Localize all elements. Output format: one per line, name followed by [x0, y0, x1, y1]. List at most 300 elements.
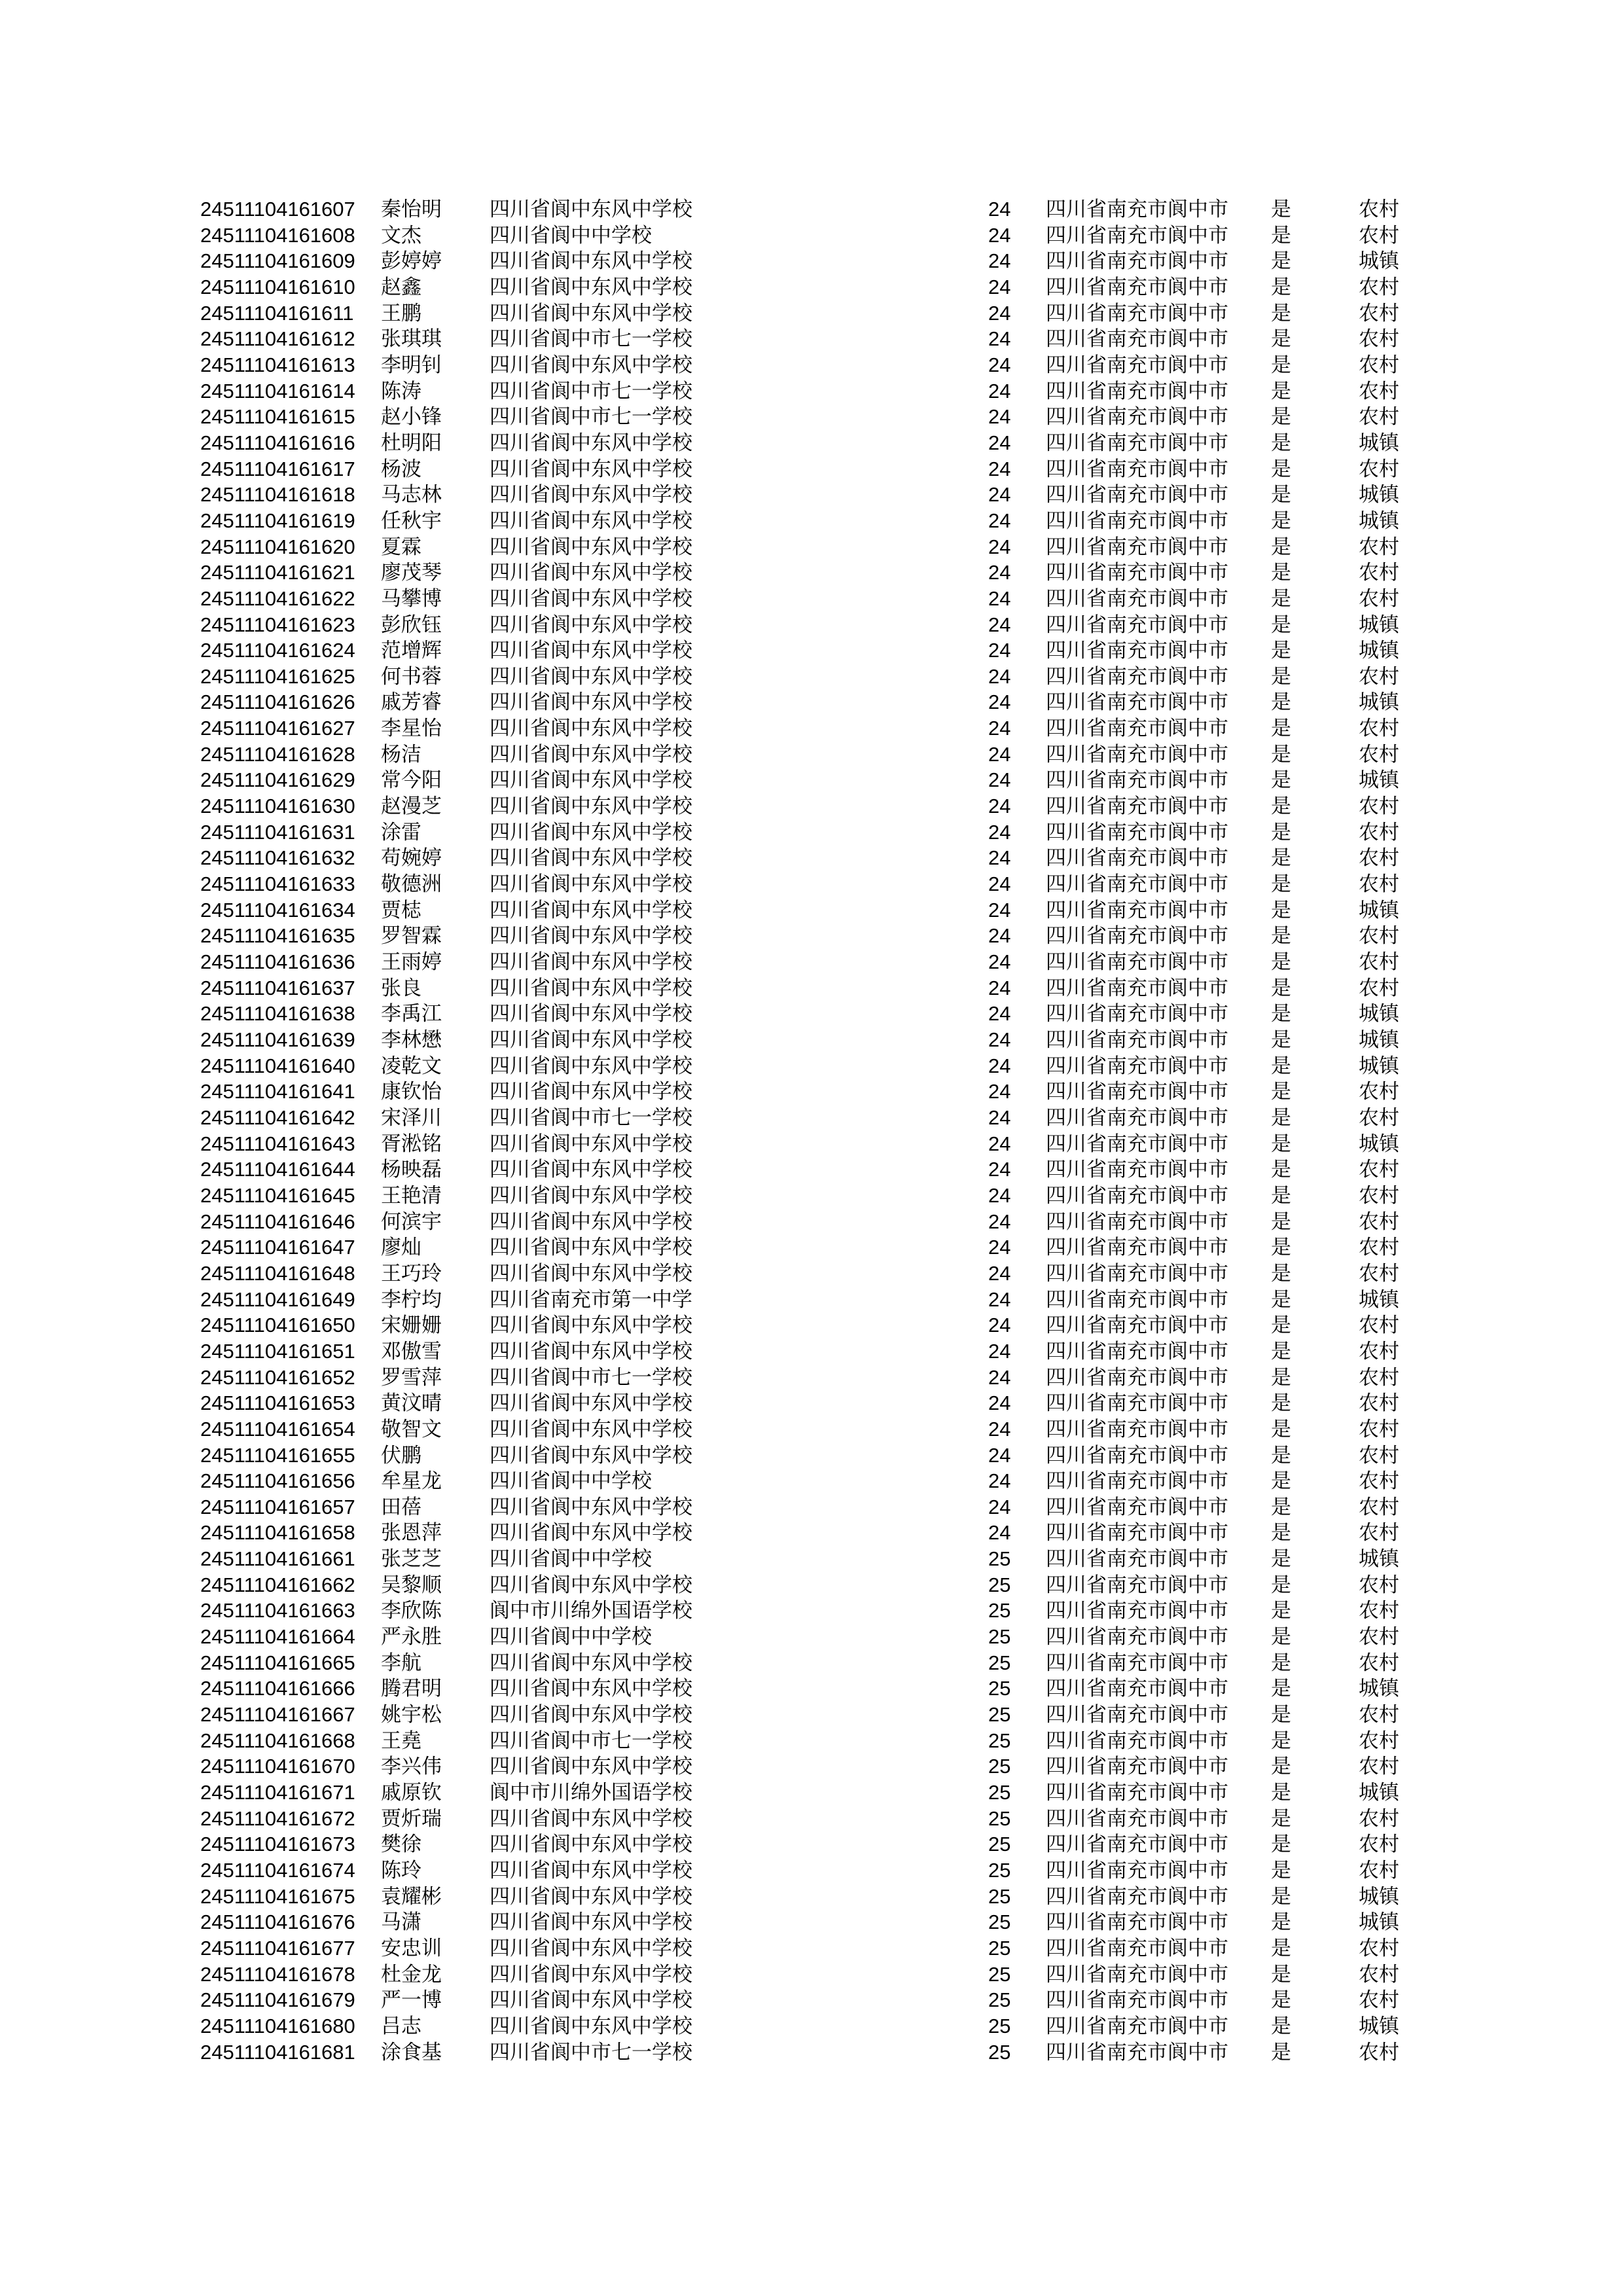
exam-id-cell: 24511104161652	[200, 1365, 355, 1389]
school-cell: 四川省阆中东风中学校	[490, 1132, 692, 1155]
exam-id-cell: 24511104161666	[200, 1677, 355, 1700]
region-cell: 四川省南充市阆中市	[1046, 586, 1228, 610]
exam-id-cell: 24511104161631	[200, 820, 355, 844]
residence-type-cell: 农村	[1359, 535, 1399, 558]
residence-type-cell: 农村	[1359, 1599, 1399, 1623]
age-cell: 24	[988, 1210, 1011, 1233]
school-cell: 四川省阆中东风中学校	[490, 1495, 692, 1518]
exam-id-cell: 24511104161628	[200, 742, 355, 766]
region-cell: 四川省南充市阆中市	[1046, 1859, 1228, 1882]
exam-id-cell: 24511104161655	[200, 1443, 355, 1467]
hukou-flag-cell: 是	[1271, 1210, 1291, 1233]
exam-id-cell: 24511104161633	[200, 872, 355, 896]
hukou-flag-cell: 是	[1271, 1287, 1291, 1311]
exam-id-cell: 24511104161658	[200, 1521, 355, 1545]
exam-id-cell: 24511104161625	[200, 664, 355, 688]
name-cell: 姚宇松	[381, 1703, 442, 1727]
school-cell: 四川省阆中东风中学校	[490, 820, 692, 844]
hukou-flag-cell: 是	[1271, 1573, 1291, 1596]
age-cell: 24	[988, 483, 1011, 507]
table-row	[200, 949, 1623, 975]
table-row	[200, 1857, 1623, 1884]
hukou-flag-cell: 是	[1271, 2014, 1291, 2037]
region-cell: 四川省南充市阆中市	[1046, 1625, 1228, 1649]
table-row	[200, 1209, 1623, 1235]
table-row	[200, 767, 1623, 793]
name-cell: 张琪琪	[381, 327, 442, 351]
name-cell: 涂食基	[381, 2040, 442, 2064]
school-cell: 四川省阆中东风中学校	[490, 1080, 692, 1103]
name-cell: 陈玲	[381, 1859, 421, 1882]
region-cell: 四川省南充市阆中市	[1046, 1236, 1228, 1259]
age-cell: 24	[988, 691, 1011, 714]
residence-type-cell: 农村	[1359, 223, 1399, 247]
exam-id-cell: 24511104161680	[200, 2014, 355, 2037]
age-cell: 24	[988, 742, 1011, 766]
residence-type-cell: 城镇	[1359, 691, 1399, 714]
table-row	[200, 1780, 1623, 1806]
name-cell: 杨映磊	[381, 1158, 442, 1181]
name-cell: 凌乾文	[381, 1054, 442, 1077]
age-cell: 24	[988, 509, 1011, 532]
table-row	[200, 871, 1623, 897]
residence-type-cell: 农村	[1359, 846, 1399, 870]
school-cell: 四川省阆中东风中学校	[490, 717, 692, 740]
exam-id-cell: 24511104161657	[200, 1495, 355, 1518]
age-cell: 24	[988, 846, 1011, 870]
age-cell: 24	[988, 1183, 1011, 1207]
school-cell: 四川省阆中东风中学校	[490, 613, 692, 636]
age-cell: 25	[988, 1599, 1011, 1623]
table-row	[200, 689, 1623, 715]
name-cell: 夏霖	[381, 535, 421, 558]
name-cell: 伏鹏	[381, 1443, 421, 1467]
table-row	[200, 274, 1623, 300]
name-cell: 常今阳	[381, 768, 442, 792]
hukou-flag-cell: 是	[1271, 639, 1291, 662]
region-cell: 四川省南充市阆中市	[1046, 457, 1228, 480]
table-row	[200, 456, 1623, 482]
exam-id-cell: 24511104161672	[200, 1806, 355, 1830]
age-cell: 24	[988, 198, 1011, 221]
exam-id-cell: 24511104161609	[200, 249, 355, 273]
school-cell: 四川省阆中东风中学校	[490, 1936, 692, 1960]
name-cell: 廖灿	[381, 1236, 421, 1259]
hukou-flag-cell: 是	[1271, 327, 1291, 351]
table-row	[200, 560, 1623, 586]
hukou-flag-cell: 是	[1271, 1755, 1291, 1778]
exam-id-cell: 24511104161651	[200, 1339, 355, 1363]
age-cell: 24	[988, 1028, 1011, 1051]
table-row	[200, 664, 1623, 690]
table-row	[200, 1909, 1623, 1935]
age-cell: 24	[988, 1495, 1011, 1518]
exam-id-cell: 24511104161644	[200, 1158, 355, 1181]
name-cell: 李星怡	[381, 717, 442, 740]
residence-type-cell: 农村	[1359, 405, 1399, 429]
hukou-flag-cell: 是	[1271, 1988, 1291, 2012]
age-cell: 24	[988, 353, 1011, 376]
age-cell: 25	[988, 1573, 1011, 1596]
school-cell: 四川省阆中东风中学校	[490, 1028, 692, 1051]
school-cell: 四川省阆中东风中学校	[490, 1054, 692, 1077]
hukou-flag-cell: 是	[1271, 405, 1291, 429]
school-cell: 四川省阆中东风中学校	[490, 1002, 692, 1026]
residence-type-cell: 农村	[1359, 1236, 1399, 1259]
school-cell: 四川省阆中东风中学校	[490, 1443, 692, 1467]
age-cell: 24	[988, 795, 1011, 818]
exam-id-cell: 24511104161613	[200, 353, 355, 376]
region-cell: 四川省南充市阆中市	[1046, 1210, 1228, 1233]
residence-type-cell: 农村	[1359, 379, 1399, 403]
region-cell: 四川省南充市阆中市	[1046, 846, 1228, 870]
region-cell: 四川省南充市阆中市	[1046, 327, 1228, 351]
exam-id-cell: 24511104161619	[200, 509, 355, 532]
name-cell: 涂雷	[381, 820, 421, 844]
age-cell: 24	[988, 639, 1011, 662]
exam-id-cell: 24511104161634	[200, 898, 355, 922]
school-cell: 四川省阆中市七一学校	[490, 1365, 692, 1389]
table-row	[200, 508, 1623, 534]
name-cell: 李柠均	[381, 1287, 442, 1311]
school-cell: 四川省阆中东风中学校	[490, 1910, 692, 1934]
age-cell: 24	[988, 1469, 1011, 1493]
exam-id-cell: 24511104161668	[200, 1729, 355, 1752]
name-cell: 严永胜	[381, 1625, 442, 1649]
name-cell: 田蓓	[381, 1495, 421, 1518]
hukou-flag-cell: 是	[1271, 1365, 1291, 1389]
hukou-flag-cell: 是	[1271, 1391, 1291, 1415]
hukou-flag-cell: 是	[1271, 613, 1291, 636]
school-cell: 四川省阆中东风中学校	[490, 1236, 692, 1259]
table-row	[200, 1131, 1623, 1157]
residence-type-cell: 农村	[1359, 1962, 1399, 1986]
table-row	[200, 1753, 1623, 1780]
region-cell: 四川省南充市阆中市	[1046, 1028, 1228, 1051]
hukou-flag-cell: 是	[1271, 457, 1291, 480]
table-row	[200, 1338, 1623, 1365]
table-row	[200, 196, 1623, 223]
table-row	[200, 1572, 1623, 1598]
age-cell: 25	[988, 1884, 1011, 1908]
name-cell: 王鹏	[381, 301, 421, 325]
school-cell: 四川省阆中东风中学校	[490, 1210, 692, 1233]
region-cell: 四川省南充市阆中市	[1046, 1314, 1228, 1337]
hukou-flag-cell: 是	[1271, 976, 1291, 999]
residence-type-cell: 城镇	[1359, 1547, 1399, 1571]
name-cell: 李兴伟	[381, 1755, 442, 1778]
school-cell: 四川省阆中东风中学校	[490, 249, 692, 273]
residence-type-cell: 城镇	[1359, 2014, 1399, 2037]
hukou-flag-cell: 是	[1271, 924, 1291, 948]
residence-type-cell: 城镇	[1359, 1054, 1399, 1077]
residence-type-cell: 农村	[1359, 1365, 1399, 1389]
name-cell: 李航	[381, 1651, 421, 1674]
hukou-flag-cell: 是	[1271, 1547, 1291, 1571]
region-cell: 四川省南充市阆中市	[1046, 691, 1228, 714]
exam-id-cell: 24511104161612	[200, 327, 355, 351]
exam-id-cell: 24511104161635	[200, 924, 355, 948]
name-cell: 马志林	[381, 483, 442, 507]
hukou-flag-cell: 是	[1271, 1599, 1291, 1623]
exam-id-cell: 24511104161621	[200, 561, 355, 584]
residence-type-cell: 城镇	[1359, 509, 1399, 532]
region-cell: 四川省南充市阆中市	[1046, 1962, 1228, 1986]
school-cell: 阆中市川绵外国语学校	[490, 1781, 692, 1804]
age-cell: 24	[988, 249, 1011, 273]
age-cell: 24	[988, 1365, 1011, 1389]
table-row	[200, 586, 1623, 612]
region-cell: 四川省南充市阆中市	[1046, 1339, 1228, 1363]
school-cell: 四川省阆中东风中学校	[490, 1261, 692, 1285]
name-cell: 杨波	[381, 457, 421, 480]
name-cell: 赵漫芝	[381, 795, 442, 818]
residence-type-cell: 农村	[1359, 2040, 1399, 2064]
residence-type-cell: 农村	[1359, 820, 1399, 844]
name-cell: 李明钊	[381, 353, 442, 376]
exam-id-cell: 24511104161647	[200, 1236, 355, 1259]
name-cell: 罗雪萍	[381, 1365, 442, 1389]
table-row	[200, 819, 1623, 846]
hukou-flag-cell: 是	[1271, 1884, 1291, 1908]
region-cell: 四川省南充市阆中市	[1046, 535, 1228, 558]
age-cell: 24	[988, 898, 1011, 922]
school-cell: 四川省阆中中学校	[490, 1469, 652, 1493]
region-cell: 四川省南充市阆中市	[1046, 1391, 1228, 1415]
table-row	[200, 1287, 1623, 1313]
table-row	[200, 300, 1623, 327]
residence-type-cell: 农村	[1359, 1521, 1399, 1545]
residence-type-cell: 农村	[1359, 1833, 1399, 1856]
region-cell: 四川省南充市阆中市	[1046, 2014, 1228, 2037]
name-cell: 康钦怡	[381, 1080, 442, 1103]
school-cell: 四川省阆中中学校	[490, 223, 652, 247]
hukou-flag-cell: 是	[1271, 872, 1291, 896]
exam-id-cell: 24511104161656	[200, 1469, 355, 1493]
region-cell: 四川省南充市阆中市	[1046, 924, 1228, 948]
hukou-flag-cell: 是	[1271, 898, 1291, 922]
residence-type-cell: 农村	[1359, 924, 1399, 948]
hukou-flag-cell: 是	[1271, 1443, 1291, 1467]
name-cell: 杜明阳	[381, 431, 442, 454]
school-cell: 四川省阆中东风中学校	[490, 1521, 692, 1545]
name-cell: 严一博	[381, 1988, 442, 2012]
hukou-flag-cell: 是	[1271, 1054, 1291, 1077]
hukou-flag-cell: 是	[1271, 717, 1291, 740]
table-row	[200, 1650, 1623, 1676]
exam-id-cell: 24511104161674	[200, 1859, 355, 1882]
residence-type-cell: 农村	[1359, 742, 1399, 766]
region-cell: 四川省南充市阆中市	[1046, 2040, 1228, 2064]
school-cell: 四川省阆中东风中学校	[490, 509, 692, 532]
region-cell: 四川省南充市阆中市	[1046, 1261, 1228, 1285]
age-cell: 24	[988, 1521, 1011, 1545]
hukou-flag-cell: 是	[1271, 1781, 1291, 1804]
name-cell: 安忠训	[381, 1936, 442, 1960]
region-cell: 四川省南充市阆中市	[1046, 379, 1228, 403]
exam-id-cell: 24511104161678	[200, 1962, 355, 1986]
hukou-flag-cell: 是	[1271, 1105, 1291, 1129]
school-cell: 四川省阆中东风中学校	[490, 1339, 692, 1363]
region-cell: 四川省南充市阆中市	[1046, 1755, 1228, 1778]
region-cell: 四川省南充市阆中市	[1046, 1443, 1228, 1467]
table-row	[200, 1987, 1623, 2013]
hukou-flag-cell: 是	[1271, 1314, 1291, 1337]
table-row	[200, 534, 1623, 560]
table-row	[200, 1234, 1623, 1261]
hukou-flag-cell: 是	[1271, 1495, 1291, 1518]
hukou-flag-cell: 是	[1271, 509, 1291, 532]
age-cell: 24	[988, 1054, 1011, 1077]
residence-type-cell: 城镇	[1359, 249, 1399, 273]
hukou-flag-cell: 是	[1271, 275, 1291, 298]
table-row	[200, 845, 1623, 871]
region-cell: 四川省南充市阆中市	[1046, 768, 1228, 792]
hukou-flag-cell: 是	[1271, 431, 1291, 454]
residence-type-cell: 农村	[1359, 1755, 1399, 1778]
name-cell: 彭婷婷	[381, 249, 442, 273]
name-cell: 李禹江	[381, 1002, 442, 1026]
age-cell: 25	[988, 1625, 1011, 1649]
age-cell: 24	[988, 457, 1011, 480]
region-cell: 四川省南充市阆中市	[1046, 898, 1228, 922]
school-cell: 四川省阆中东风中学校	[490, 301, 692, 325]
school-cell: 四川省阆中中学校	[490, 1625, 652, 1649]
name-cell: 彭欣钰	[381, 613, 442, 636]
region-cell: 四川省南充市阆中市	[1046, 1080, 1228, 1103]
residence-type-cell: 城镇	[1359, 1287, 1399, 1311]
table-row	[200, 1053, 1623, 1079]
hukou-flag-cell: 是	[1271, 1417, 1291, 1441]
hukou-flag-cell: 是	[1271, 820, 1291, 844]
table-row	[200, 1831, 1623, 1857]
table-row	[200, 1468, 1623, 1494]
name-cell: 戚原钦	[381, 1781, 442, 1804]
age-cell: 25	[988, 1962, 1011, 1986]
school-cell: 四川省阆中市七一学校	[490, 379, 692, 403]
name-cell: 何滨宇	[381, 1210, 442, 1233]
region-cell: 四川省南充市阆中市	[1046, 1547, 1228, 1571]
residence-type-cell: 农村	[1359, 1703, 1399, 1727]
region-cell: 四川省南充市阆中市	[1046, 639, 1228, 662]
school-cell: 四川省阆中东风中学校	[490, 1391, 692, 1415]
school-cell: 四川省阆中东风中学校	[490, 1962, 692, 1986]
region-cell: 四川省南充市阆中市	[1046, 950, 1228, 974]
residence-type-cell: 农村	[1359, 717, 1399, 740]
region-cell: 四川省南充市阆中市	[1046, 1495, 1228, 1518]
table-row	[200, 1183, 1623, 1209]
name-cell: 马攀博	[381, 586, 442, 610]
exam-id-cell: 24511104161648	[200, 1261, 355, 1285]
school-cell: 四川省阆中东风中学校	[490, 846, 692, 870]
table-row	[200, 1157, 1623, 1183]
table-row	[200, 430, 1623, 456]
age-cell: 25	[988, 1806, 1011, 1830]
hukou-flag-cell: 是	[1271, 1729, 1291, 1752]
region-cell: 四川省南充市阆中市	[1046, 405, 1228, 429]
exam-id-cell: 24511104161654	[200, 1417, 355, 1441]
residence-type-cell: 农村	[1359, 1210, 1399, 1233]
region-cell: 四川省南充市阆中市	[1046, 1936, 1228, 1960]
residence-type-cell: 农村	[1359, 1158, 1399, 1181]
region-cell: 四川省南充市阆中市	[1046, 1417, 1228, 1441]
hukou-flag-cell: 是	[1271, 301, 1291, 325]
exam-id-cell: 24511104161622	[200, 586, 355, 610]
table-row	[200, 1624, 1623, 1650]
region-cell: 四川省南充市阆中市	[1046, 1729, 1228, 1752]
residence-type-cell: 农村	[1359, 327, 1399, 351]
age-cell: 24	[988, 1236, 1011, 1259]
region-cell: 四川省南充市阆中市	[1046, 1002, 1228, 1026]
name-cell: 张良	[381, 976, 421, 999]
hukou-flag-cell: 是	[1271, 198, 1291, 221]
residence-type-cell: 农村	[1359, 301, 1399, 325]
table-row	[200, 1390, 1623, 1416]
residence-type-cell: 农村	[1359, 1859, 1399, 1882]
school-cell: 四川省阆中市七一学校	[490, 1729, 692, 1752]
exam-id-cell: 24511104161663	[200, 1599, 355, 1623]
table-row	[200, 404, 1623, 430]
age-cell: 24	[988, 1314, 1011, 1337]
school-cell: 阆中市川绵外国语学校	[490, 1599, 692, 1623]
school-cell: 四川省阆中市七一学校	[490, 2040, 692, 2064]
residence-type-cell: 城镇	[1359, 613, 1399, 636]
school-cell: 四川省阆中东风中学校	[490, 1755, 692, 1778]
name-cell: 黄汶晴	[381, 1391, 442, 1415]
region-cell: 四川省南充市阆中市	[1046, 223, 1228, 247]
region-cell: 四川省南充市阆中市	[1046, 1521, 1228, 1545]
hukou-flag-cell: 是	[1271, 664, 1291, 688]
age-cell: 24	[988, 1287, 1011, 1311]
age-cell: 25	[988, 1651, 1011, 1674]
name-cell: 王巧玲	[381, 1261, 442, 1285]
residence-type-cell: 城镇	[1359, 1028, 1399, 1051]
table-row	[200, 248, 1623, 274]
school-cell: 四川省阆中市七一学校	[490, 327, 692, 351]
table-row	[200, 715, 1623, 742]
table-row	[200, 923, 1623, 949]
residence-type-cell: 农村	[1359, 1988, 1399, 2012]
hukou-flag-cell: 是	[1271, 1028, 1291, 1051]
school-cell: 四川省南充市第一中学	[490, 1287, 692, 1311]
exam-id-cell: 24511104161667	[200, 1703, 355, 1727]
exam-id-cell: 24511104161681	[200, 2040, 355, 2064]
region-cell: 四川省南充市阆中市	[1046, 301, 1228, 325]
age-cell: 24	[988, 1417, 1011, 1441]
name-cell: 范增辉	[381, 639, 442, 662]
name-cell: 宋泽川	[381, 1105, 442, 1129]
exam-id-cell: 24511104161641	[200, 1080, 355, 1103]
table-row	[200, 1416, 1623, 1443]
table-row	[200, 378, 1623, 404]
region-cell: 四川省南充市阆中市	[1046, 1365, 1228, 1389]
school-cell: 四川省阆中东风中学校	[490, 1833, 692, 1856]
age-cell: 25	[988, 1547, 1011, 1571]
hukou-flag-cell: 是	[1271, 1080, 1291, 1103]
region-cell: 四川省南充市阆中市	[1046, 483, 1228, 507]
residence-type-cell: 农村	[1359, 1261, 1399, 1285]
name-cell: 宋姗姗	[381, 1314, 442, 1337]
region-cell: 四川省南充市阆中市	[1046, 976, 1228, 999]
exam-id-cell: 24511104161640	[200, 1054, 355, 1077]
hukou-flag-cell: 是	[1271, 2040, 1291, 2064]
region-cell: 四川省南充市阆中市	[1046, 1833, 1228, 1856]
table-row	[200, 2039, 1623, 2066]
table-row	[200, 1027, 1623, 1053]
region-cell: 四川省南充市阆中市	[1046, 1703, 1228, 1727]
name-cell: 赵小锋	[381, 405, 442, 429]
school-cell: 四川省阆中东风中学校	[490, 1988, 692, 2012]
